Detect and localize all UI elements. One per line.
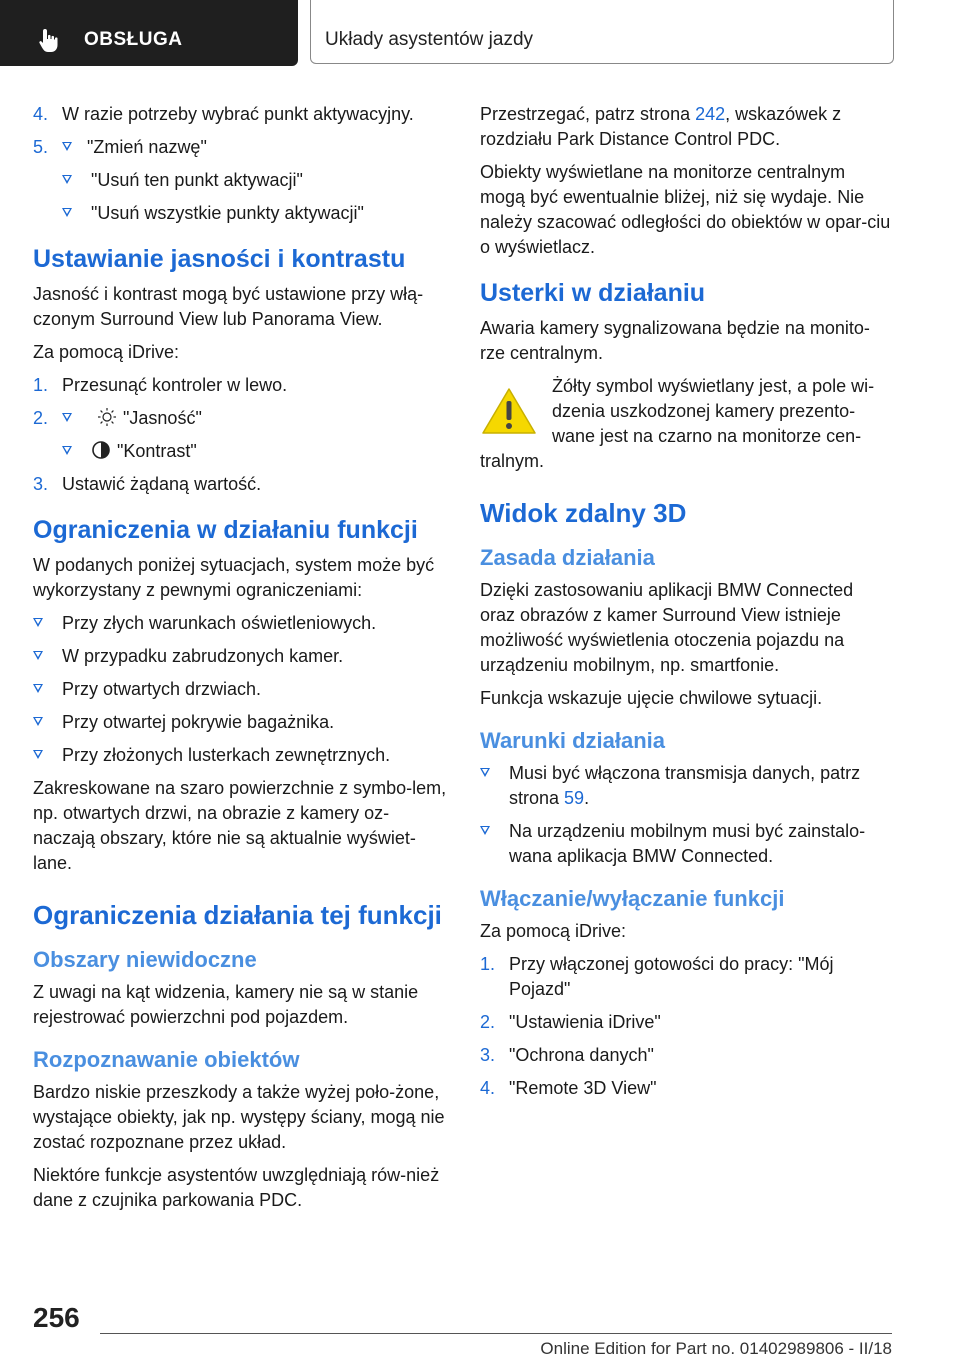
step-text: "Jasność" bbox=[123, 408, 202, 428]
step-text: Przy włączonej gotowości do pracy: "Mój Pojazd" bbox=[509, 954, 834, 999]
step-text: "Usuń wszystkie punkty aktywacji" bbox=[91, 203, 364, 223]
heading-remote-3d: Widok zdalny 3D bbox=[480, 498, 687, 528]
bullet-text: Przy złych warunkach oświetleniowych. bbox=[62, 613, 377, 633]
step-number: 3. bbox=[480, 1045, 496, 1065]
bullet-triangle-icon bbox=[33, 717, 43, 726]
step-text: "Usuń ten punkt aktywacji" bbox=[91, 170, 303, 190]
bullet-text: Na urządzeniu mobilnym musi być zainstalo-wana aplikacja BMW Connected. bbox=[509, 821, 866, 866]
list-item bbox=[33, 644, 447, 669]
list-item bbox=[33, 710, 447, 735]
bullet-triangle-icon bbox=[33, 684, 43, 693]
list-item bbox=[33, 611, 447, 636]
paragraph: Awaria kamery sygnalizowana będzie na monito-rze centralnym. bbox=[480, 318, 870, 363]
step-text: "Remote 3D View" bbox=[509, 1078, 657, 1098]
paragraph: Dzięki zastosowaniu aplikacji BMW Connected oraz obrazów z kamer Surround View istnieje możliwość wyświetlenia otoczenia pojazdu na urządzeniu mobilnym, np. smartfonie. bbox=[480, 580, 854, 675]
subheading-principle: Zasada działania bbox=[480, 545, 655, 570]
step-number: 2. bbox=[480, 1012, 496, 1032]
paragraph: Niektóre funkcje asystentów uwzględniają rów-nież dane z czujnika parkowania PDC. bbox=[33, 1165, 440, 1210]
step-text: W razie potrzeby wybrać punkt aktywacyjny. bbox=[62, 104, 414, 124]
subheading-on-off: Włączanie/wyłączanie funkcji bbox=[480, 886, 785, 911]
bullet-text: W przypadku zabrudzonych kamer. bbox=[62, 646, 344, 666]
step-text: Ustawić żądaną wartość. bbox=[62, 474, 262, 494]
heading-brightness: Ustawianie jasności i kontrastu bbox=[33, 245, 406, 273]
subheading-conditions: Warunki działania bbox=[480, 728, 666, 753]
warning-note bbox=[480, 374, 892, 474]
paragraph: Za pomocą iDrive: bbox=[33, 342, 180, 362]
step-number: 4. bbox=[480, 1078, 496, 1098]
page-header bbox=[0, 0, 960, 66]
page-link[interactable]: 242 bbox=[695, 104, 726, 124]
paragraph: W podanych poniżej sytuacjach, system może być wykorzystany z pewnymi ograniczeniami: bbox=[33, 555, 435, 600]
bullet-triangle-icon bbox=[480, 826, 490, 835]
list-item bbox=[33, 472, 447, 497]
subheading-object-detection: Rozpoznawanie obiektów bbox=[33, 1047, 300, 1072]
list-item bbox=[480, 1010, 892, 1035]
list-item bbox=[480, 819, 892, 869]
page-link[interactable]: 59 bbox=[564, 788, 585, 808]
paragraph: Jasność i kontrast mogą być ustawione przy włą-czonym Surround View lub Panorama View. bbox=[33, 284, 424, 329]
heading-faults: Usterki w działaniu bbox=[480, 279, 706, 307]
bullet-triangle-icon bbox=[62, 175, 72, 184]
left-column bbox=[33, 102, 447, 1221]
subheading-blind-spots: Obszary niewidoczne bbox=[33, 947, 257, 972]
list-item bbox=[33, 677, 447, 702]
paragraph: Funkcja wskazuje ujęcie chwilowe sytuacji. bbox=[480, 688, 823, 708]
bullet-triangle-icon bbox=[33, 651, 43, 660]
contrast-icon bbox=[91, 440, 111, 460]
hand-pointer-icon bbox=[36, 26, 64, 54]
list-item bbox=[33, 135, 447, 160]
bullet-triangle-icon bbox=[33, 618, 43, 627]
step-text: "Ochrona danych" bbox=[509, 1045, 654, 1065]
right-column bbox=[480, 102, 892, 1109]
step-number: 5. bbox=[33, 137, 49, 157]
warning-text: Żółty symbol wyświetlany jest, a pole wi-dzenia uszkodzonej kamery prezento-wane jest na czarno na monitorze cen-tralnym. bbox=[480, 376, 875, 471]
list-item bbox=[33, 168, 447, 193]
footer-edition: Online Edition for Part no. 01402989806 - II/18 bbox=[540, 1339, 892, 1358]
step-text: "Kontrast" bbox=[117, 441, 197, 461]
bullet-text: Przy otwartych drzwiach. bbox=[62, 679, 262, 699]
step-number: 1. bbox=[480, 954, 496, 974]
step-number: 3. bbox=[33, 474, 49, 494]
paragraph: Za pomocą iDrive: bbox=[480, 921, 627, 941]
section-tab bbox=[0, 0, 298, 66]
bullet-triangle-icon bbox=[33, 750, 43, 759]
list-item bbox=[480, 761, 892, 811]
step-number: 1. bbox=[33, 375, 49, 395]
heading-limits: Ograniczenia w działaniu funkcji bbox=[33, 516, 418, 544]
paragraph: Zakreskowane na szaro powierzchnie z symbo-lem, np. otwartych drzwi, na obrazie z kamery oz-naczają obszary, które nie są aktualnie wyświet-lane. bbox=[33, 778, 447, 873]
text: . bbox=[584, 788, 590, 808]
step-text: "Ustawienia iDrive" bbox=[509, 1012, 661, 1032]
footer-divider bbox=[100, 1333, 892, 1334]
bullet-text: Przy otwartej pokrywie bagażnika. bbox=[62, 712, 335, 732]
step-number: 2. bbox=[33, 408, 49, 428]
paragraph bbox=[480, 102, 892, 152]
list-item bbox=[33, 743, 447, 768]
paragraph: Z uwagi na kąt widzenia, kamery nie są w stanie rejestrować powierzchni pod pojazdem. bbox=[33, 982, 419, 1027]
bullet-triangle-icon bbox=[62, 208, 72, 217]
brightness-sun-icon bbox=[97, 407, 117, 427]
bullet-triangle-icon bbox=[62, 446, 72, 455]
list-item bbox=[33, 102, 447, 127]
bullet-triangle-icon bbox=[480, 768, 490, 777]
paragraph: Obiekty wyświetlane na monitorze centralnym mogą być ewentualnie bliżej, niż się wydaje. Nie należy szacować odległości do obiektów w opar-ciu o wyświetlacz. bbox=[480, 162, 891, 257]
list-item bbox=[33, 201, 447, 226]
list-item bbox=[480, 1076, 892, 1101]
step-number: 4. bbox=[33, 104, 49, 124]
list-item bbox=[33, 373, 447, 398]
list-item bbox=[33, 406, 447, 431]
bullet-text: Musi być włączona transmisja danych, patrz strona bbox=[509, 763, 861, 808]
step-text: "Zmień nazwę" bbox=[87, 137, 207, 157]
chapter-tab bbox=[310, 0, 894, 64]
section-title: OBSŁUGA bbox=[84, 29, 183, 50]
paragraph: Bardzo niskie przeszkody a także wyżej poło-żone, wystające obiekty, jak np. występy ściany, mogą nie zostać rozpoznane przez układ. bbox=[33, 1082, 445, 1152]
chapter-title: Układy asystentów jazdy bbox=[325, 29, 534, 50]
step-text: Przesunąć kontroler w lewo. bbox=[62, 375, 288, 395]
list-item bbox=[33, 439, 447, 464]
text: , wskazówek z rozdziału Park Distance Control PDC. bbox=[480, 104, 842, 149]
bullet-triangle-icon bbox=[62, 142, 72, 151]
text: Przestrzegać, patrz strona bbox=[480, 104, 696, 124]
warning-triangle-icon bbox=[480, 386, 538, 436]
bullet-triangle-icon bbox=[62, 413, 72, 422]
list-item bbox=[480, 952, 892, 1002]
page-number: 256 bbox=[33, 1302, 80, 1333]
list-item bbox=[480, 1043, 892, 1068]
bullet-text: Przy złożonych lusterkach zewnętrznych. bbox=[62, 745, 391, 765]
heading-limits-function: Ograniczenia działania tej funkcji bbox=[33, 900, 442, 930]
